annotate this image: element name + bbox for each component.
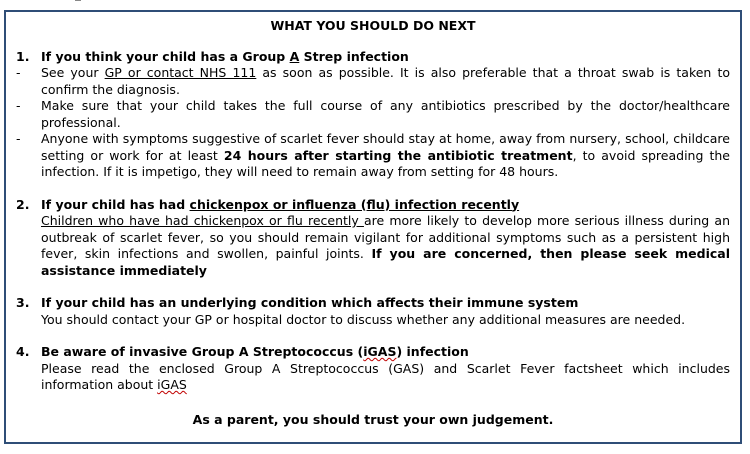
section-number: 4. <box>16 344 30 359</box>
bullet-text <box>41 65 740 98</box>
section-4-heading <box>6 344 740 361</box>
heading-part-underlined: A <box>289 48 300 64</box>
text-part: , to avoid spreading the infection. If it is impetigo, they will need to remain away from setting for 48 hours. <box>41 147 730 179</box>
text-part: are more likely to develop more serious illness during an outbreak of scarlet fever, so you should remain vigilant for additional symptoms such as a persistent high fever, skin infections and swollen, painful joints. <box>41 213 731 261</box>
list-item <box>16 98 740 131</box>
section-3 <box>6 295 740 328</box>
text-part: Anyone with symptoms suggestive of scarlet fever should stay at home, away from nursery, school, childcare setting or work for at least <box>41 131 730 163</box>
section-3-body: You should contact your GP or hospital doctor to discuss whether any additional measures are needed. <box>41 311 686 327</box>
text-part-bold: If you are concerned, then please seek medical assistance immediately <box>41 246 730 278</box>
section-2-heading-text <box>41 197 519 214</box>
text-part-bold: 24 hours after starting the antibiotic treatment <box>223 147 573 163</box>
section-number: 2. <box>16 196 30 212</box>
list-item <box>16 131 740 181</box>
spacer <box>6 279 740 295</box>
top-edge-mark <box>75 0 81 1</box>
spellcheck-word: iGAS <box>157 377 187 392</box>
text-part-underlined: Children who have had chickenpox or flu recently <box>41 213 364 228</box>
heading-part: If your child has had <box>41 196 190 212</box>
bullet-dash: - <box>16 65 21 80</box>
heading-part: If you think your child has a Group <box>41 48 290 64</box>
spellcheck-word: iGAS <box>363 344 397 359</box>
section-4-heading-text <box>41 344 469 361</box>
heading-part: Strep infection <box>299 48 409 64</box>
spacer <box>6 181 740 197</box>
section-1 <box>6 49 740 181</box>
text-part: See your <box>41 65 105 80</box>
bullet-text: Make sure that your child takes the full course of any antibiotics prescribed by the doctor/healthcare professional. <box>41 98 730 130</box>
section-1-bullets <box>6 65 740 181</box>
section-4 <box>6 344 740 394</box>
section-1-heading-text <box>41 49 409 66</box>
closing-statement: As a parent, you should trust your own judgement. <box>192 411 554 427</box>
section-4-body <box>6 361 740 394</box>
spacer <box>6 328 740 344</box>
gp-nhs-link[interactable]: GP or contact NHS 111 <box>104 65 257 80</box>
page-title: WHAT YOU SHOULD DO NEXT <box>270 18 476 33</box>
heading-part: Be aware of invasive Group A Streptococcus ( <box>41 344 364 359</box>
section-3-heading-text: If your child has an underlying condition which affects their immune system <box>41 295 579 310</box>
section-1-heading <box>6 49 740 66</box>
section-2-body <box>6 213 740 279</box>
bullet-dash: - <box>16 98 21 113</box>
section-number: 1. <box>16 48 30 64</box>
info-box <box>4 10 742 444</box>
section-2 <box>6 197 740 280</box>
text-part: as soon as possible. It is also preferable that a throat swab is taken to confirm the diagnosis. <box>41 65 730 97</box>
section-3-heading <box>6 295 740 312</box>
section-number: 3. <box>16 295 30 310</box>
heading-part-underlined: chickenpox or influenza (flu) infection recently <box>189 196 520 212</box>
list-item <box>16 65 740 98</box>
bullet-dash: - <box>16 131 21 146</box>
text-part: Please read the enclosed Group A Streptococcus (GAS) and Scarlet Fever factsheet which includes information about <box>41 360 730 392</box>
heading-part: ) infection <box>396 344 469 359</box>
bullet-text <box>41 131 740 181</box>
section-2-heading <box>6 197 740 214</box>
